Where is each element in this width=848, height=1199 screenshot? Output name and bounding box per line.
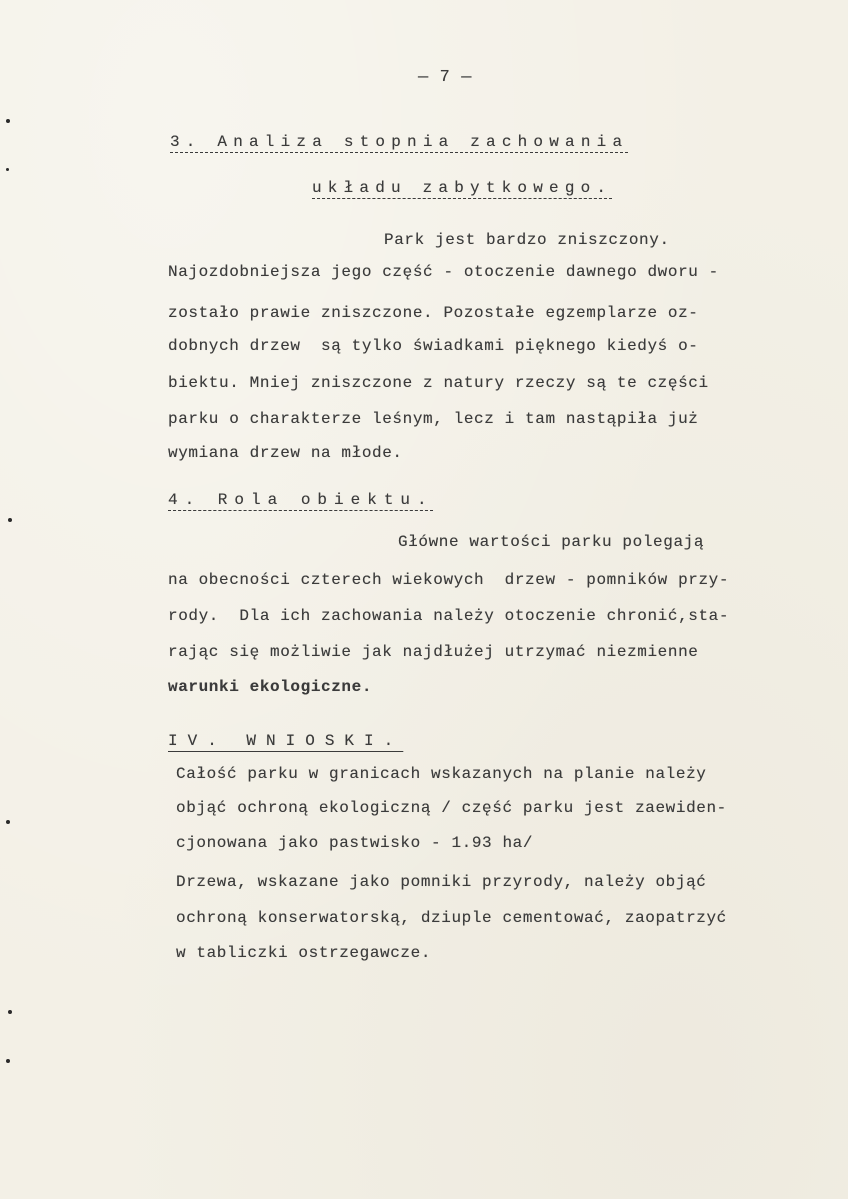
section-3-text-line: parku o charakterze leśnym, lecz i tam nastąpiła już: [168, 410, 699, 428]
conclusions-text-line: w tabliczki ostrzegawcze.: [176, 944, 432, 962]
section-4-text-line: Główne wartości parku polegają: [398, 533, 705, 551]
section-4-heading: 4. Rola obiektu.: [168, 491, 434, 509]
section-3-heading-line-1: 3. Analiza stopnia zachowania: [170, 133, 629, 151]
section-4-text-line: na obecności czterech wiekowych drzew - pomników przy-: [168, 571, 730, 589]
section-3-text-line: biektu. Mniej zniszczone z natury rzeczy są te części: [168, 374, 709, 392]
section-3-text-line: Najozdobniejsza jego część - otoczenie dawnego dworu -: [168, 263, 719, 281]
margin-mark: [6, 820, 10, 824]
margin-mark: [8, 1010, 12, 1014]
section-3-text-line: zostało prawie zniszczone. Pozostałe egzemplarze oz-: [168, 304, 699, 322]
section-3-heading-line-2: układu zabytkowego.: [312, 179, 613, 197]
conclusions-text-line: Całość parku w granicach wskazanych na planie należy: [176, 765, 707, 783]
section-3-text-line: Park jest bardzo zniszczony.: [384, 231, 670, 249]
conclusions-text-line: ochroną konserwatorską, dziuple cementować, zaopatrzyć: [176, 909, 727, 927]
section-3-text-line: wymiana drzew na młode.: [168, 444, 403, 462]
section-4-text-line: rając się możliwie jak najdłużej utrzymać niezmienne: [168, 643, 699, 661]
conclusions-heading: IV. WNIOSKI.: [168, 732, 404, 750]
section-4-text-line: warunki ekologiczne.: [168, 678, 373, 696]
margin-mark: [6, 1059, 10, 1063]
section-4-text-line: rody. Dla ich zachowania należy otoczenie chronić,sta-: [168, 607, 730, 625]
margin-mark: [6, 168, 9, 171]
margin-mark: [8, 518, 12, 522]
margin-mark: [6, 119, 10, 123]
conclusions-text-line: objąć ochroną ekologiczną / część parku jest zaewiden-: [176, 799, 727, 817]
section-3-text-line: dobnych drzew są tylko świadkami pięknego kiedyś o-: [168, 337, 699, 355]
page-number: — 7 —: [418, 68, 473, 87]
conclusions-text-line: cjonowana jako pastwisko - 1.93 ha/: [176, 834, 534, 852]
conclusions-text-line: Drzewa, wskazane jako pomniki przyrody, należy objąć: [176, 873, 707, 891]
